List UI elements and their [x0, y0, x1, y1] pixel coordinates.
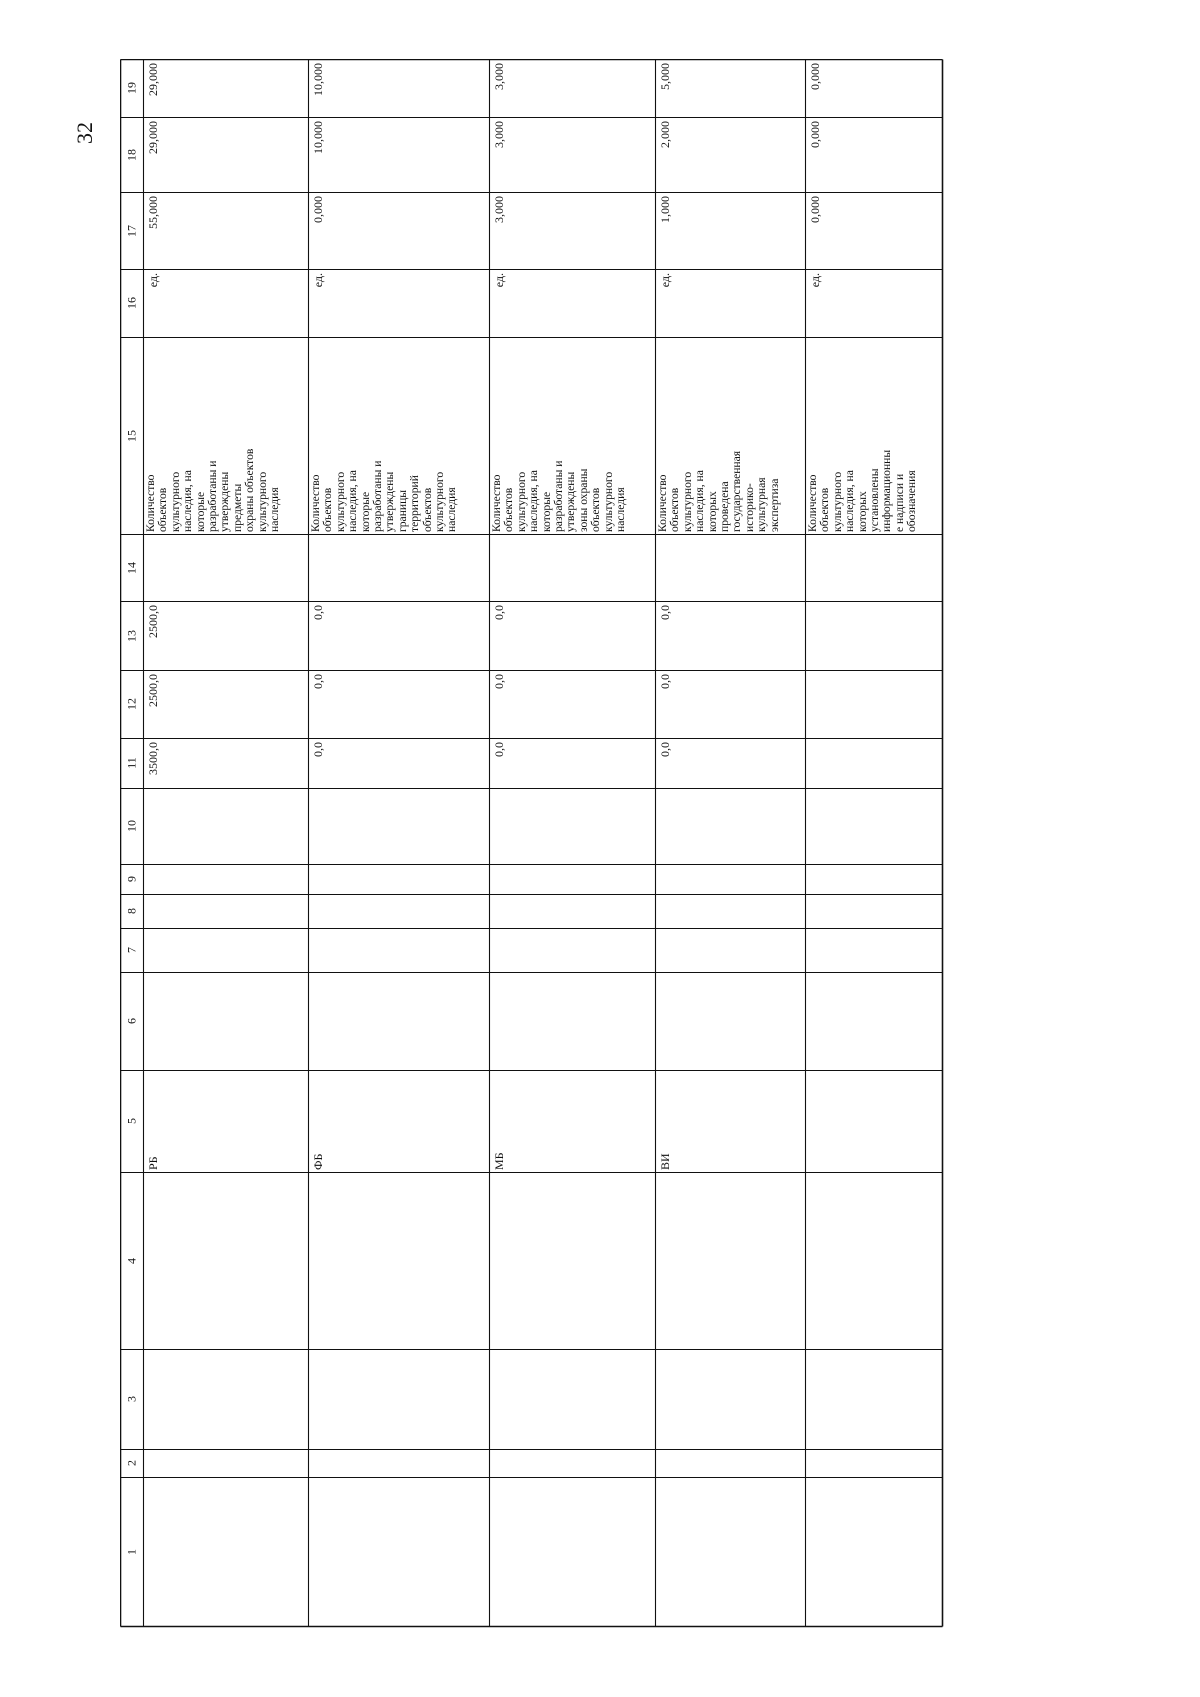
indicator-line: наследия, на — [843, 470, 857, 532]
column-number-11: 11 — [124, 757, 138, 769]
amount-cell-11: 3500,0 — [146, 742, 160, 775]
indicator-line: объектов — [156, 487, 170, 532]
indicator-line: обозначения — [905, 470, 919, 532]
indicator-line: утверждены — [218, 471, 232, 532]
indicator-line: наследия, на — [693, 470, 707, 532]
unit-cell: ед. — [658, 273, 672, 288]
indicator-line: границы — [395, 489, 409, 532]
indicator-line: которые — [539, 491, 553, 532]
indicator-line: наследия — [268, 487, 282, 532]
indicator-line: утверждены — [564, 471, 578, 532]
value-cell-17: 0,000 — [808, 196, 822, 223]
value-cell-18: 3,000 — [492, 121, 506, 148]
indicator-line: культурного — [255, 471, 269, 532]
unit-cell: ед. — [311, 273, 325, 288]
column-number-16: 16 — [124, 297, 138, 309]
amount-cell-13: 2500,0 — [146, 605, 160, 638]
indicator-line: установлены — [868, 468, 882, 532]
indicator-line: Количество — [806, 474, 819, 532]
indicator-cell — [805, 337, 942, 534]
value-cell-19: 29,000 — [146, 63, 160, 96]
unit-cell: ед. — [146, 273, 160, 288]
indicator-line: которых — [705, 491, 719, 532]
column-number-15: 15 — [124, 429, 138, 442]
value-cell-18: 10,000 — [311, 121, 325, 154]
indicator-line: Количество — [309, 474, 322, 532]
indicator-line: разработаны и — [552, 460, 566, 532]
indicator-line: культурного — [433, 471, 447, 532]
indicator-line: объектов — [668, 487, 682, 532]
fin-source-cell: ВИ — [658, 1153, 672, 1170]
table-grid — [120, 59, 944, 1628]
indicator-line: экспертиза — [767, 478, 781, 532]
indicator-line: объектов — [321, 487, 335, 532]
indicator-line: проведена — [718, 481, 732, 532]
indicator-line: культурного — [514, 471, 528, 532]
value-cell-17: 55,000 — [146, 196, 160, 229]
column-number-6: 6 — [124, 1018, 138, 1024]
indicator-line: зоны охраны — [576, 468, 590, 532]
value-cell-19: 0,000 — [808, 63, 822, 90]
indicator-line: которые — [358, 491, 372, 532]
indicator-line: Количество — [656, 474, 669, 532]
indicator-line: государственная — [730, 450, 744, 532]
indicator-line: объектов — [589, 487, 603, 532]
indicator-line: информационны — [880, 449, 894, 532]
indicator-line: наследия — [614, 487, 628, 532]
column-number-9: 9 — [124, 876, 138, 882]
column-number-10: 10 — [124, 820, 138, 832]
indicator-line: наследия, на — [181, 470, 195, 532]
amount-cell-13: 0,0 — [492, 605, 506, 620]
indicator-line: Количество — [490, 474, 503, 532]
value-cell-19: 3,000 — [492, 63, 506, 90]
indicator-line: историко- — [742, 483, 756, 532]
amount-cell-12: 0,0 — [658, 674, 672, 689]
indicator-line: предметы — [230, 483, 244, 532]
value-cell-18: 29,000 — [146, 121, 160, 154]
column-number-18: 18 — [124, 148, 138, 161]
indicator-cell — [489, 337, 655, 534]
fin-source-cell: ФБ — [311, 1153, 325, 1170]
indicator-line: культурного — [333, 471, 347, 532]
indicator-line: культурного — [830, 471, 844, 532]
indicator-line: Количество — [144, 474, 157, 532]
column-number-4: 4 — [124, 1257, 138, 1264]
indicator-line: объектов — [502, 487, 516, 532]
value-cell-18: 2,000 — [658, 121, 672, 148]
value-cell-19: 5,000 — [658, 63, 672, 90]
column-number-1: 1 — [124, 1548, 138, 1555]
indicator-line: территорий — [408, 475, 422, 532]
fin-source-cell: МБ — [492, 1152, 506, 1170]
column-number-14: 14 — [124, 561, 138, 574]
indicator-line: которых — [855, 491, 869, 532]
indicator-line: культурная — [755, 477, 769, 532]
unit-cell: ед. — [808, 273, 822, 288]
indicator-line: утверждены — [383, 471, 397, 532]
indicator-line: объектов — [420, 487, 434, 532]
indicator-line: охраны объектов — [243, 448, 257, 532]
amount-cell-13: 0,0 — [311, 605, 325, 620]
column-number-12: 12 — [124, 698, 138, 710]
column-number-13: 13 — [124, 629, 138, 642]
column-number-8: 8 — [124, 908, 138, 914]
amount-cell-12: 0,0 — [311, 674, 325, 689]
fin-source-cell: РБ — [146, 1156, 160, 1170]
indicator-line: наследия, на — [527, 470, 541, 532]
column-number-7: 7 — [124, 947, 138, 953]
column-number-19: 19 — [124, 82, 138, 94]
unit-cell: ед. — [492, 273, 506, 288]
data-table — [120, 59, 1022, 1626]
indicator-line: которые — [193, 491, 207, 532]
indicator-line: наследия — [445, 487, 459, 532]
value-cell-19: 10,000 — [311, 63, 325, 96]
indicator-line: наследия, на — [346, 470, 360, 532]
indicator-cell — [143, 337, 308, 534]
value-cell-18: 0,000 — [808, 121, 822, 148]
amount-cell-11: 0,0 — [658, 742, 672, 757]
amount-cell-11: 0,0 — [492, 742, 506, 757]
value-cell-17: 1,000 — [658, 196, 672, 223]
column-number-3: 3 — [124, 1396, 138, 1402]
amount-cell-11: 0,0 — [311, 742, 325, 757]
indicator-line: культурного — [168, 471, 182, 532]
indicator-cell — [308, 337, 489, 534]
page-number: 32 — [72, 122, 97, 144]
indicator-line: разработаны и — [206, 460, 220, 532]
indicator-line: разработаны и — [371, 460, 385, 532]
indicator-line: е надписи и — [892, 473, 906, 532]
amount-cell-13: 0,0 — [658, 605, 672, 620]
indicator-line: культурного — [680, 471, 694, 532]
column-number-5: 5 — [124, 1118, 138, 1124]
indicator-cell — [655, 337, 805, 534]
indicator-line: культурного — [601, 471, 615, 532]
amount-cell-12: 0,0 — [492, 674, 506, 689]
value-cell-17: 0,000 — [311, 196, 325, 223]
column-number-2: 2 — [124, 1460, 138, 1466]
column-number-17: 17 — [124, 224, 138, 237]
value-cell-17: 3,000 — [492, 196, 506, 223]
indicator-line: объектов — [818, 487, 832, 532]
amount-cell-12: 2500,0 — [146, 674, 160, 707]
